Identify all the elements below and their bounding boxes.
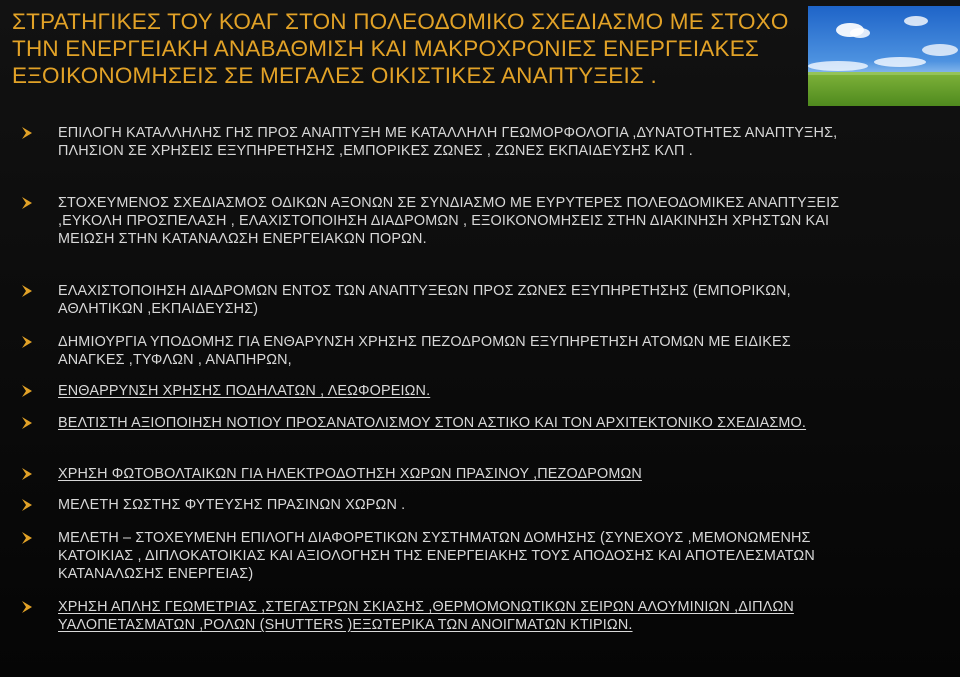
bullet-text: ΕΝΘΑΡΡΥΝΣΗ ΧΡΗΣΗΣ ΠΟΔΗΛΑΤΩΝ , ΛΕΩΦΟΡΕΙΩΝ.	[58, 383, 431, 399]
bullet-text: ΜΕΛΕΤΗ – ΣΤΟΧΕΥΜΕΝΗ ΕΠΙΛΟΓΗ ΔΙΑΦΟΡΕΤΙΚΩΝ ΣΥΣΤΗΜΑΤΩΝ ΔΟΜΗΣΗΣ (ΣΥΝΕΧΟΥΣ ,ΜΕΜΟΝΩΜΕΝΗΣ ΚΑΤΟΙΚΙΑΣ , ΔΙΠΛΟΚΑΤΟΙΚΙΑΣ ΚΑΙ ΑΞΙΟΛΟΓΗΣΗ ΤΗΣ ΕΝΕΡΓΕΙΑΚΗΣ ΤΟΥΣ ΑΠΟΔΟΣΗΣ ΚΑΙ ΑΠΟΤΕΛΕΣΜΑΤΩΝ ΚΑΤΑΝΑΛΩΣΗΣ ΕΝΕΡΓΕΙΑΣ)	[58, 530, 815, 582]
bullet-text: ΧΡΗΣΗ ΑΠΛΗΣ ΓΕΩΜΕΤΡΙΑΣ ,ΣΤΕΓΑΣΤΡΩΝ ΣΚΙΑΣΗΣ ,ΘΕΡΜΟΜΟΝΩΤΙΚΩΝ ΣΕΙΡΩΝ ΑΛΟΥΜΙΝΙΩΝ ,ΔΙΠΛΩΝ ΥΑΛΟΠΕΤΑΣΜΑΤΩΝ ,ΡΟΛΩΝ (SHUTTERS )ΕΞΩΤΕΡΙΚΑ ΤΩΝ ΑΝΟΙΓΜΑΤΩΝ ΚΤΙΡΙΩΝ.	[58, 599, 794, 633]
landscape-photo	[808, 6, 960, 106]
arrow-bullet-icon	[20, 498, 34, 512]
slide-title: ΣΤΡΑΤΗΓΙΚΕΣ ΤΟΥ ΚΟΑΓ ΣΤΟΝ ΠΟΛΕΟΔΟΜΙΚΟ ΣΧΕΔΙΑΣΜΟ ΜΕ ΣΤΟΧΟ ΤΗΝ ΕΝΕΡΓΕΙΑΚΗ ΑΝΑΒΑΘΜΙΣΗ ΚΑΙ ΜΑΚΡΟΧΡΟΝΙΕΣ ΕΝΕΡΓΕΙΑΚΕΣ ΕΞΟΙΚΟΝΟΜΗΣΕΙΣ ΣΕ ΜΕΓΑΛΕΣ ΟΙΚΙΣΤΙΚΕΣ ΑΝΑΠΤΥΞΕΙΣ .	[12, 9, 789, 88]
arrow-bullet-icon	[20, 196, 34, 210]
bullet-text: ΕΛΑΧΙΣΤΟΠΟΙΗΣΗ ΔΙΑΔΡΟΜΩΝ ΕΝΤΟΣ ΤΩΝ ΑΝΑΠΤΥΞΕΩΝ ΠΡΟΣ ΖΩΝΕΣ ΕΞΥΠΗΡΕΤΗΣΗΣ (ΕΜΠΟΡΙΚΩΝ, ΑΘΛΗΤΙΚΩΝ ,ΕΚΠΑΙΔΕΥΣΗΣ)	[58, 283, 791, 317]
arrow-bullet-icon	[20, 416, 34, 430]
arrow-bullet-icon	[20, 284, 34, 298]
bullet-text: ΒΕΛΤΙΣΤΗ ΑΞΙΟΠΟΙΗΣΗ ΝΟΤΙΟΥ ΠΡΟΣΑΝΑΤΟΛΙΣΜΟΥ ΣΤΟΝ ΑΣΤΙΚΟ ΚΑΙ ΤΟΝ ΑΡΧΙΤΕΚΤΟΝΙΚΟ ΣΧΕΔΙΑΣΜΟ.	[58, 415, 807, 431]
bullet-text: ΜΕΛΕΤΗ ΣΩΣΤΗΣ ΦΥΤΕΥΣΗΣ ΠΡΑΣΙΝΩΝ ΧΩΡΩΝ .	[58, 497, 406, 513]
bullet-text: ΣΤΟΧΕΥΜΕΝΟΣ ΣΧΕΔΙΑΣΜΟΣ ΟΔΙΚΩΝ ΑΞΟΝΩΝ ΣΕ ΣΥΝΔΙΑΣΜΟ ΜΕ ΕΥΡΥΤΕΡΕΣ ΠΟΛΕΟΔΟΜΙΚΕΣ ΑΝΑΠΤΥΞΕΙΣ ,ΕΥΚΟΛΗ ΠΡΟΣΠΕΛΑΣΗ , ΕΛΑΧΙΣΤΟΠΟΙΗΣΗ ΔΙΑΔΡΟΜΩΝ , ΕΞΟΙΚΟΝΟΜΗΣΕΙΣ ΣΤΗΝ ΔΙΑΚΙΝΗΣΗ ΧΡΗΣΤΩΝ ΚΑΙ ΜΕΙΩΣΗ ΣΤΗΝ ΚΑΤΑΝΑΛΩΣΗ ΕΝΕΡΓΕΙΑΚΩΝ ΠΟΡΩΝ.	[58, 195, 840, 247]
arrow-bullet-icon	[20, 600, 34, 614]
bullet-text: ΧΡΗΣΗ ΦΩΤΟΒΟΛΤΑΙΚΩΝ ΓΙΑ ΗΛΕΚΤΡΟΔΟΤΗΣΗ ΧΩΡΩΝ ΠΡΑΣΙΝΟΥ ,ΠΕΖΟΔΡΟΜΩΝ	[58, 466, 642, 482]
arrow-bullet-icon	[20, 335, 34, 349]
arrow-bullet-icon	[20, 467, 34, 481]
arrow-bullet-icon	[20, 531, 34, 545]
arrow-bullet-icon	[20, 384, 34, 398]
bullet-text: ΔΗΜΙΟΥΡΓΙΑ ΥΠΟΔΟΜΗΣ ΓΙΑ ΕΝΘΑΡΥΝΣΗ ΧΡΗΣΗΣ ΠΕΖΟΔΡΟΜΩΝ ΕΞΥΠΗΡΕΤΗΣΗ ΑΤΟΜΩΝ ΜΕ ΕΙΔΙΚΕΣ ΑΝΑΓΚΕΣ ,ΤΥΦΛΩΝ , ΑΝΑΠΗΡΩΝ,	[58, 334, 791, 368]
bullet-text: ΕΠΙΛΟΓΗ ΚΑΤΑΛΛΗΛΗΣ ΓΗΣ ΠΡΟΣ ΑΝΑΠΤΥΞΗ ΜΕ ΚΑΤΑΛΛΗΛΗ ΓΕΩΜΟΡΦΟΛΟΓΙΑ ,ΔΥΝΑΤΟΤΗΤΕΣ ΑΝΑΠΤΥΞΗΣ, ΠΛΗΣΙΟΝ ΣΕ ΧΡΗΣΕΙΣ ΕΞΥΠΗΡΕΤΗΣΗΣ ,ΕΜΠΟΡΙΚΕΣ ΖΩΝΕΣ , ΖΩΝΕΣ ΕΚΠΑΙΔΕΥΣΗΣ ΚΛΠ .	[58, 125, 838, 159]
sky-grass-image	[808, 6, 960, 106]
arrow-bullet-icon	[20, 126, 34, 140]
